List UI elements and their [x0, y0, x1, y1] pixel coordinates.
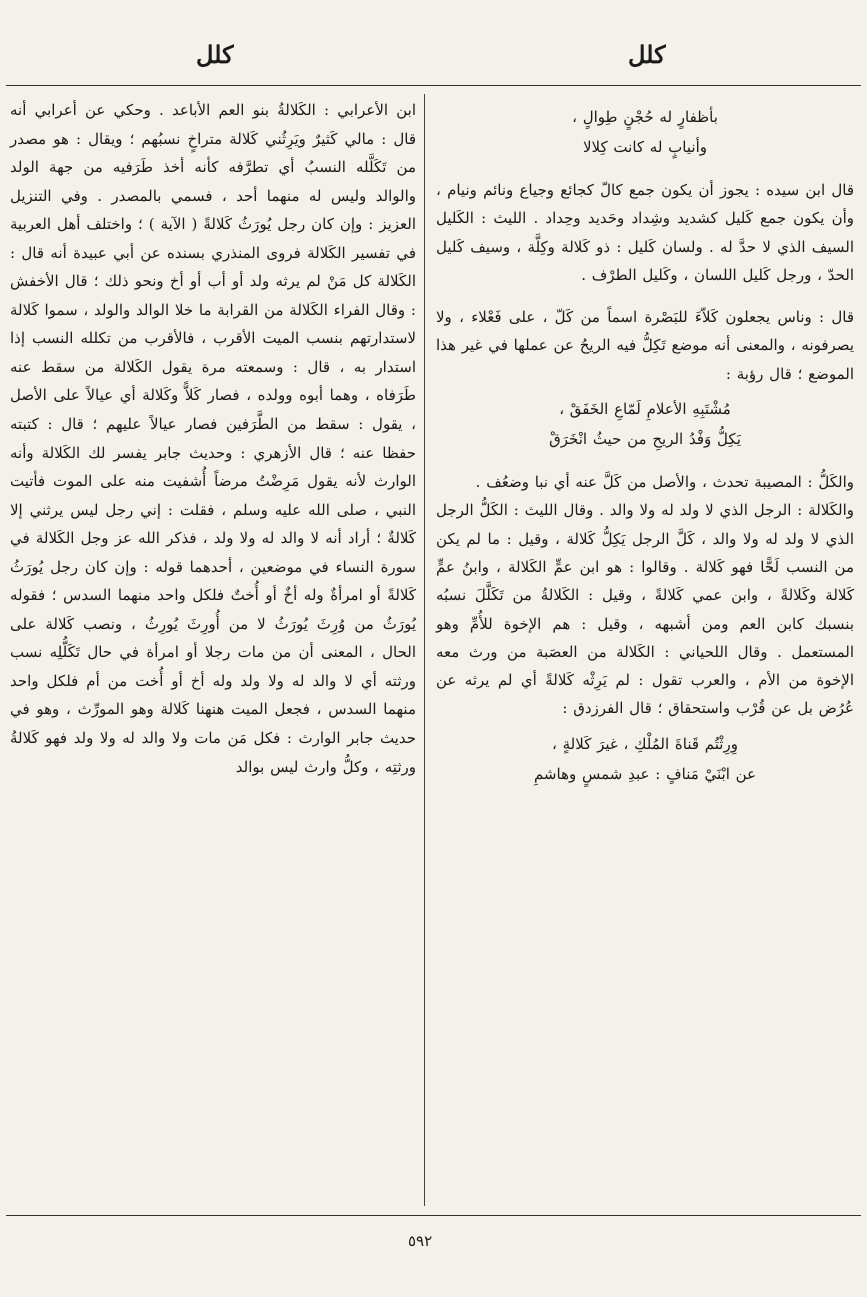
page-header-left: كلل	[196, 40, 234, 69]
footer-rule	[6, 1215, 861, 1216]
verse-line: بأظفارٍ له حُجْنٍ طِوالٍ ،	[572, 108, 718, 126]
header-rule	[6, 85, 861, 86]
paragraph: والكَلُّ : المصيبة تحدث ، والأصل من كَلَّ عنه أي نبا وضعُف .	[475, 473, 854, 492]
page-header-right: كلل	[628, 40, 666, 69]
verse-block-1	[436, 102, 854, 162]
verse-line: وِرِثْتُم قَناةَ المُلْكِ ، غيرَ كَلالةٍ ،	[552, 734, 738, 753]
page-number: ٥٩٢	[408, 1232, 433, 1250]
verse-line: مُشْتَبِهِ الأعلامِ لَمّاعِ الخَفَقْ ،	[559, 400, 731, 419]
verse-line: وأنيابٍ له كانت كِلالا	[583, 138, 707, 156]
paragraph: قال ابن سيده : يجوز أن يكون جمع كالّ كجائع وجياع ونائم ونيام ، وأن يكون جمع كَليل كشديد وشِداد وحَديد وحِداد . الليث : الكَليل السيف الذي لا حدَّ له . ولسان كَليل : ذو كَلالة وكِلَّة ، وسيف كَليل الحدّ ، ورجل كَليل اللسان ، وكَليل الطرْف .	[436, 181, 854, 284]
verse-block-3	[436, 729, 854, 789]
column-divider	[424, 94, 425, 1206]
verse-line: يَكِلُّ وَفْدُ الريحِ من حيثُ انْخَرَقْ	[549, 430, 741, 449]
paragraph: والكَلالة : الرجل الذي لا ولد له ولا والد . وقال الليث : الكَلُّ الرجل الذي لا ولد له ولا والد ، كَلَّ الرجل يَكِلُّ كَلالة ، وقيل : ما لم يكن من النسب لَحًّا فهو كَلالة . وقالوا : هو ابن عمٍّ الكَلالة ، وابنُ عمٍّ كَلالة وكَلالةً ، وابن عمي كَلالةً ، وقيل : الكَلالةُ من تَكَلَّلَ نسبُه بنسبك كابن العم ومن أشبهه ، وقيل : هم الإخوة للأُمِّ وهو المستعمل . وقال اللحياني : الكَلالة من العصَبة من ورث معه الإخوة من الأم ، والعرب تقول : لم يَرِثْه كَلالةً أي لم يرثه عن عُرُض بل عن قُرْب واستحقاق ؛ قال الفرزدق :	[436, 501, 854, 718]
left-column	[10, 96, 416, 781]
paragraph: ابن الأعرابي : الكَلالةُ بنو العم الأباعد . وحكي عن أعرابي أنه قال : مالي كَثيرٌ ويَرِثُني كَلالة متراخٍ نسبُهم ؛ ويقال : هو مصدر من تَكَلَّله النسبُ أي تطرَّفه كأنه أخذ طَرَفيه من جهة الولد والوالد وليس له منهما أحد ، فسمي بالمصدر . وفي التنزيل العزيز : وإن كان رجل يُورَثُ كَلالةً ( الآية ) ؛ واختلف أهل العربية في تفسير الكَلالة فروى المنذري بسنده عن أبي عبيدة أنه قال : الكَلالة كل مَنْ لم يرثه ولد أو أب أو أخ ونحو ذلك ؛ قال الأخفش : وقال الفراء الكَلالة من القرابة ما خلا الوالد والولد ، سموا كَلالة لاستدارتهم بنسب الميت الأقرب ، فالأقرب من تكلله النسب إذا استدار به ، قال : وسمعته مرة يقول الكَلالة من سقط عنه طَرَفاه ، وهما أبوه وولده ، فصار كَلاًّ وكَلالة أي عيالاً على الأصل ، يقول : سقط من الطَّرَفين فصار عيالاً عليهم ؛ قال : كتبته حفظا عنه ؛ قال الأزهري : وحديث جابر يفسر لك الكَلالة وأنه الوارث لأنه يقول مَرِضْتُ مرضاً أُشفيت منه على الموت فأتيت النبي ، صلى الله عليه وسلم ، فقلت : إني رجل ليس يرثني إلا كَلالةٌ ؛ أراد أنه لا والد له ولا ولد ، فذكر الله عز وجل الكَلالة في سورة النساء في موضعين ، أحدهما قوله : وإن كان رجل يُورَثُ كَلالةً أو امرأةٌ وله أخٌ أو أُختٌ فلكل واحد منهما السدس ؛ فقوله يُورَثُ من وُرِثَ يُورَثُ لا من أُورِثَ يُورِثُ ، ونصب كَلالة على الحال ، المعنى أن من مات رجلا أو امرأة في حال تَكَلُّلِه نسب ورثته أي لا والد له ولا ولد وله أخ أو أُخت من أم فلكل واحد منهما السدس ، فجعل الميت هنهنا كَلالة وهو المورِّث ، وهو في حديث جابر الوارث : فكل مَن مات ولا والد له ولا ولد فهو كَلالةُ ورثتِه ، وكلُّ وارث ليس بوالد	[10, 101, 416, 776]
paragraph: قال : وناس يجعلون كَلاّءَ للبَصْرة اسماً من كَلّ ، على فَعْلاء ، ولا يصرفونه ، والمعنى أنه موضع تَكِلُّ فيه الريحُ عن عملها في غير هذا الموضع ؛ قال رؤبة :	[436, 308, 854, 383]
verse-line: عن ابْنَيْ مَنافٍ : عبدِ شمسٍ وهاشمِ	[533, 764, 757, 783]
right-column	[436, 96, 854, 803]
verse-block-2	[436, 394, 854, 454]
